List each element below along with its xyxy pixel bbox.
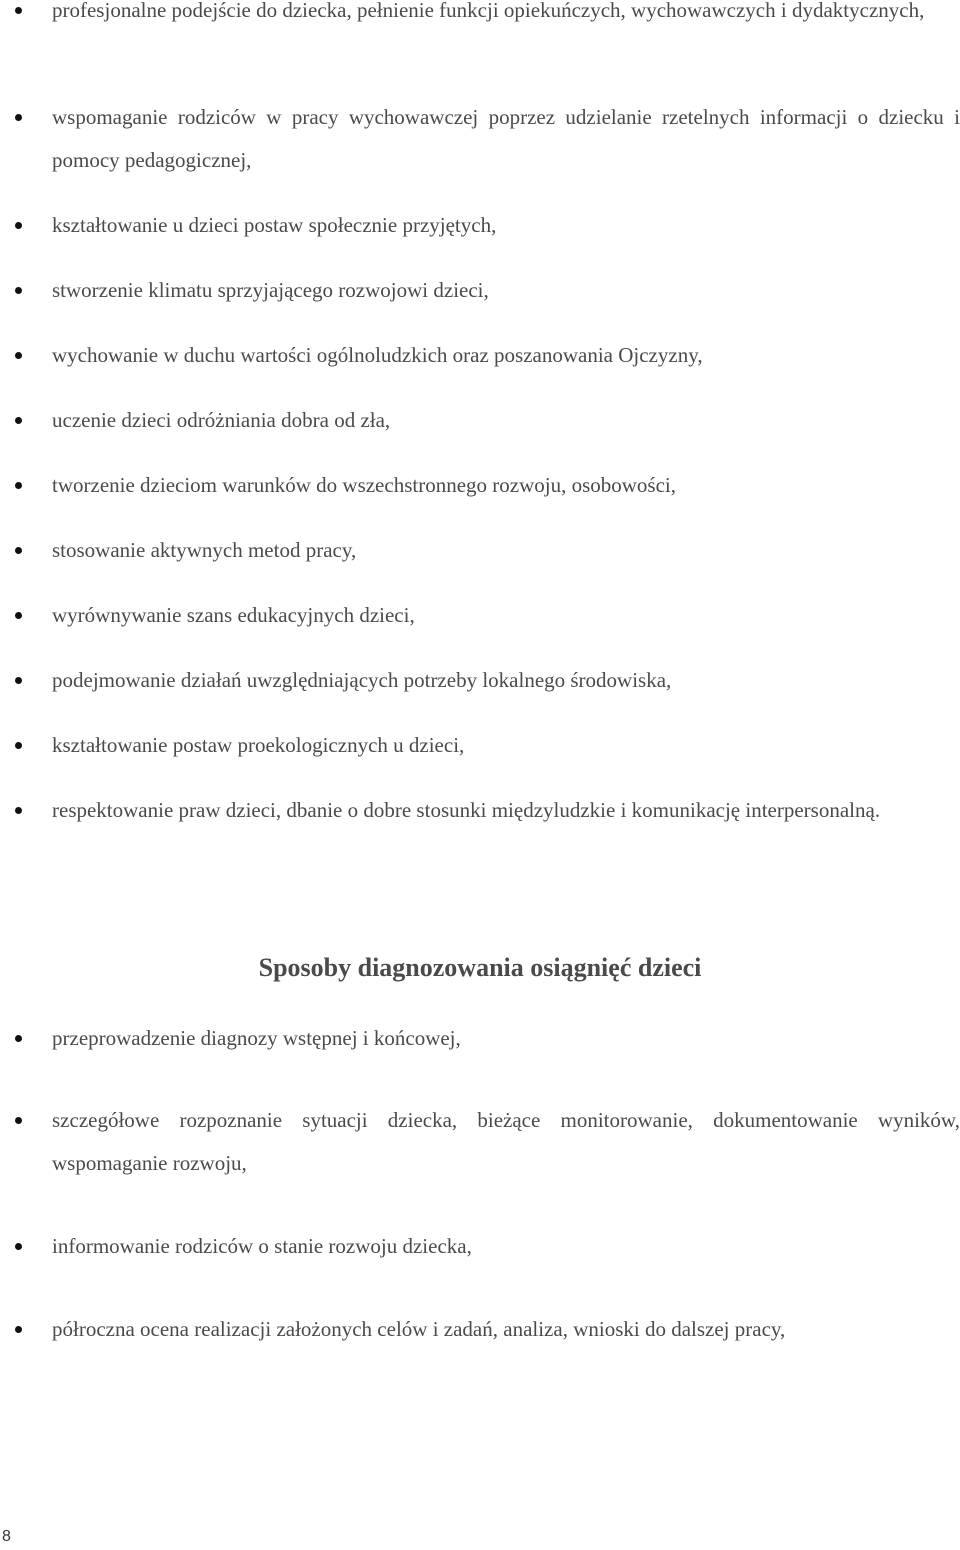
bullet-icon xyxy=(15,1326,22,1333)
diagnosis-methods-list xyxy=(0,1017,960,1368)
list-item xyxy=(0,1225,960,1308)
list-item xyxy=(0,0,960,96)
list-item xyxy=(0,789,960,875)
list-item-text: uczenie dzieci odróżniania dobra od zła, xyxy=(52,408,391,432)
bullet-icon xyxy=(15,1035,22,1042)
list-item xyxy=(0,204,960,269)
list-item-text: profesjonalne podejście do dziecka, pełnienie funkcji opiekuńczych, wychowawczych i dydaktycznych, xyxy=(52,0,925,22)
list-item-text: stworzenie klimatu sprzyjającego rozwojowi dzieci, xyxy=(52,278,489,302)
list-item-text: wspomaganie rodziców w pracy wychowawczej poprzez udzielanie rzetelnych informacji o dziecku i pomocy pedagogicznej, xyxy=(52,105,960,172)
list-item-text: szczegółowe rozpoznanie sytuacji dziecka, bieżące monitorowanie, dokumentowanie wyników, wspomaganie rozwoju, xyxy=(52,1108,960,1175)
bullet-icon xyxy=(15,417,22,424)
list-item xyxy=(0,96,960,204)
list-item xyxy=(0,1017,960,1099)
bullet-icon xyxy=(15,807,22,814)
list-item xyxy=(0,1308,960,1368)
list-item-text: wychowanie w duchu wartości ogólnoludzkich oraz poszanowania Ojczyzny, xyxy=(52,343,703,367)
list-item xyxy=(0,594,960,659)
bullet-icon xyxy=(15,612,22,619)
bullet-icon xyxy=(15,677,22,684)
section-heading: Sposoby diagnozowania osiągnięć dzieci xyxy=(258,953,702,982)
list-item-text: respektowanie praw dzieci, dbanie o dobre stosunki międzyludzkie i komunikację interpersonalną. xyxy=(52,798,881,822)
list-item-text: informowanie rodziców o stanie rozwoju dziecka, xyxy=(52,1234,472,1258)
bullet-icon xyxy=(15,547,22,554)
list-item-text: podejmowanie działań uwzględniających potrzeby lokalnego środowiska, xyxy=(52,668,672,692)
list-item-text: kształtowanie u dzieci postaw społecznie przyjętych, xyxy=(52,213,497,237)
bullet-icon xyxy=(15,482,22,489)
list-item-text: tworzenie dzieciom warunków do wszechstronnego rozwoju, osobowości, xyxy=(52,473,677,497)
list-item xyxy=(0,399,960,464)
list-item xyxy=(0,464,960,529)
list-item xyxy=(0,269,960,334)
list-item-text: półroczna ocena realizacji założonych celów i zadań, analiza, wnioski do dalszej pracy, xyxy=(52,1317,786,1341)
list-item-text: kształtowanie postaw proekologicznych u dzieci, xyxy=(52,733,465,757)
bullet-icon xyxy=(15,352,22,359)
bullet-icon xyxy=(15,287,22,294)
list-item xyxy=(0,659,960,724)
page-number: 8 xyxy=(2,1528,11,1545)
bullet-icon xyxy=(15,1117,22,1124)
bullet-icon xyxy=(15,7,22,14)
list-item xyxy=(0,724,960,789)
list-item xyxy=(0,1099,960,1225)
bullet-icon xyxy=(15,114,22,121)
list-item xyxy=(0,529,960,594)
list-item-text: stosowanie aktywnych metod pracy, xyxy=(52,538,357,562)
bullet-icon xyxy=(15,1243,22,1250)
bullet-icon xyxy=(15,222,22,229)
list-item xyxy=(0,334,960,399)
list-item-text: przeprowadzenie diagnozy wstępnej i końcowej, xyxy=(52,1026,461,1050)
bullet-icon xyxy=(15,742,22,749)
list-item-text: wyrównywanie szans edukacyjnych dzieci, xyxy=(52,603,415,627)
